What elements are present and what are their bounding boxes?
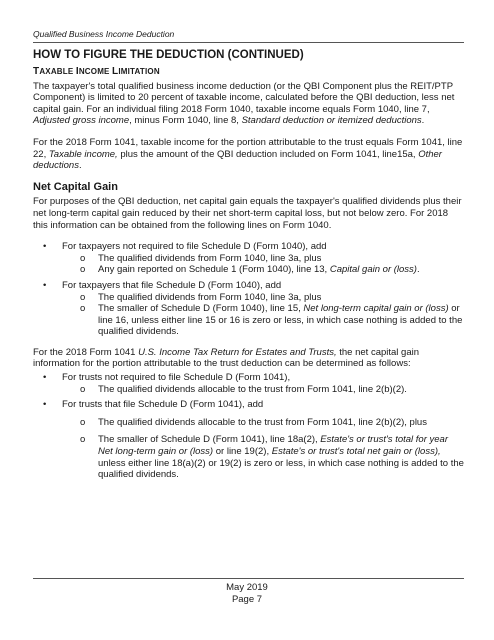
bullet-icon: • [43,372,47,384]
running-header: Qualified Business Income Deduction [33,29,175,39]
bullet-icon: • [43,241,47,253]
circle-bullet-icon: o [80,383,86,395]
sub-list [62,253,464,276]
page-footer [0,582,494,605]
circle-bullet-icon: o [80,416,86,428]
list-item: • For taxpayers not required to file Schedule D (Form 1040), add o The qualified dividends from Form 1040, line 3a, plus o Any gain reported on Schedule 1 (Form 1040), line 13, Capital gain or (loss). [33,241,464,276]
form-1040-bullet-list [33,241,464,338]
sub-list [62,292,464,338]
page-number: Page 7 [231,593,263,605]
circle-bullet-icon: o [80,303,86,315]
page-content [33,49,464,490]
sub-list-item: o The qualified dividends from Form 1040, line 3a, plus [80,291,322,303]
header-rule [33,42,464,43]
sub-list-item: o The smaller of Schedule D (Form 1040), line 15, Net long-term capital gain or (loss) or line 16, unless either line 15 or 16 is zero or less, in which case nothing is added to the qualified dividends. [80,303,463,338]
bullet-icon: • [43,399,47,411]
subheading-net-capital-gain: Net Capital Gain [33,180,118,193]
circle-bullet-icon: o [80,264,86,276]
paragraph-net-capital-gain: For purposes of the QBI deduction, net capital gain equals the taxpayer's qualified dividends plus their net long-term capital gain reduced by their net short-term capital loss, but not below zero. For 2018 this information can be obtained from the following lines on Form 1040. [33,196,462,231]
list-item: • For taxpayers that file Schedule D (Form 1040), add o The qualified dividends from Form 1040, line 3a, plus o The smaller of Schedule D (Form 1040), line 15, Net long-term capital gain or (loss) or line 16, unless either line 15 or 16 is zero or less, in which case nothing is added to the qualified dividends. [43,279,463,338]
paragraph-taxable-income-1040: The taxpayer's total qualified business income deduction (or the QBI Component plus the REIT/PTP Component) is limited to 20 percent of taxable income, calculated before the QBI deduction, less net capital gain. For an individual filing 2018 Form 1040, taxable income equals Form 1040, line 7, Adjusted gross income, minus Form 1040, line 8, Standard deduction or itemized deductions. [33,80,455,127]
paragraph-form-1041-net-capital-gain: For the 2018 Form 1041 U.S. Income Tax Return for Estates and Trusts, the net capital gain information for the portion attributable to the trust deduction can be determined as follows: [33,346,420,370]
list-item: • For trusts that file Schedule D (Form 1041), add o The qualified dividends allocable to the trust from Form 1041, line 2(b)(2), plus o The smaller of Schedule D (Form 1041), line 18a(2), Estate's or trust's total for year Net long-term gain or (loss) or line 19(2), Estate's or trust's total net gain or (loss), unless either line 18(a)(2) or 19(2) is zero or less, in which case nothing is added to the qualified dividends. [43,399,464,481]
paragraph-taxable-income-1041: For the 2018 Form 1041, taxable income for the portion attributable to the trust equals Form 1041, line 22, Taxable income, plus the amount of the QBI deduction included on Form 1041, line15a, Other deductions. [33,136,463,172]
bullet-icon: • [43,279,47,291]
subheading-taxable-income-limitation: TAXABLE INCOME LIMITATION [33,66,160,77]
section-heading: HOW TO FIGURE THE DEDUCTION (CONTINUED) [33,49,304,61]
sub-list-item: o The qualified dividends allocable to the trust from Form 1041, line 2(b)(2), plus [80,416,427,428]
circle-bullet-icon: o [80,291,86,303]
sub-list-item: o The qualified dividends from Form 1040, line 3a, plus [80,252,322,264]
sub-list [62,417,464,481]
form-1041-bullet-list [33,372,464,481]
list-item: • For trusts not required to file Schedule D (Form 1041), o The qualified dividends allocable to the trust from Form 1041, line 2(b)(2). [33,372,464,395]
circle-bullet-icon: o [80,252,86,264]
sub-list-item: o The smaller of Schedule D (Form 1041), line 18a(2), Estate's or trust's total for year Net long-term gain or (loss) or line 19(2), Estate's or trust's total net gain or (loss), unless either line 18(a)(2) or 19(2) is zero or less, in which case nothing is added to the qualified dividends. [80,434,464,481]
sub-list [62,384,464,396]
sub-list-item: o The qualified dividends allocable to the trust from Form 1041, line 2(b)(2). [80,383,407,395]
footer-date: May 2019 [226,582,268,593]
footer-rule [33,578,464,579]
sub-list-item: o Any gain reported on Schedule 1 (Form 1040), line 13, Capital gain or (loss). [80,264,420,276]
circle-bullet-icon: o [80,434,86,446]
